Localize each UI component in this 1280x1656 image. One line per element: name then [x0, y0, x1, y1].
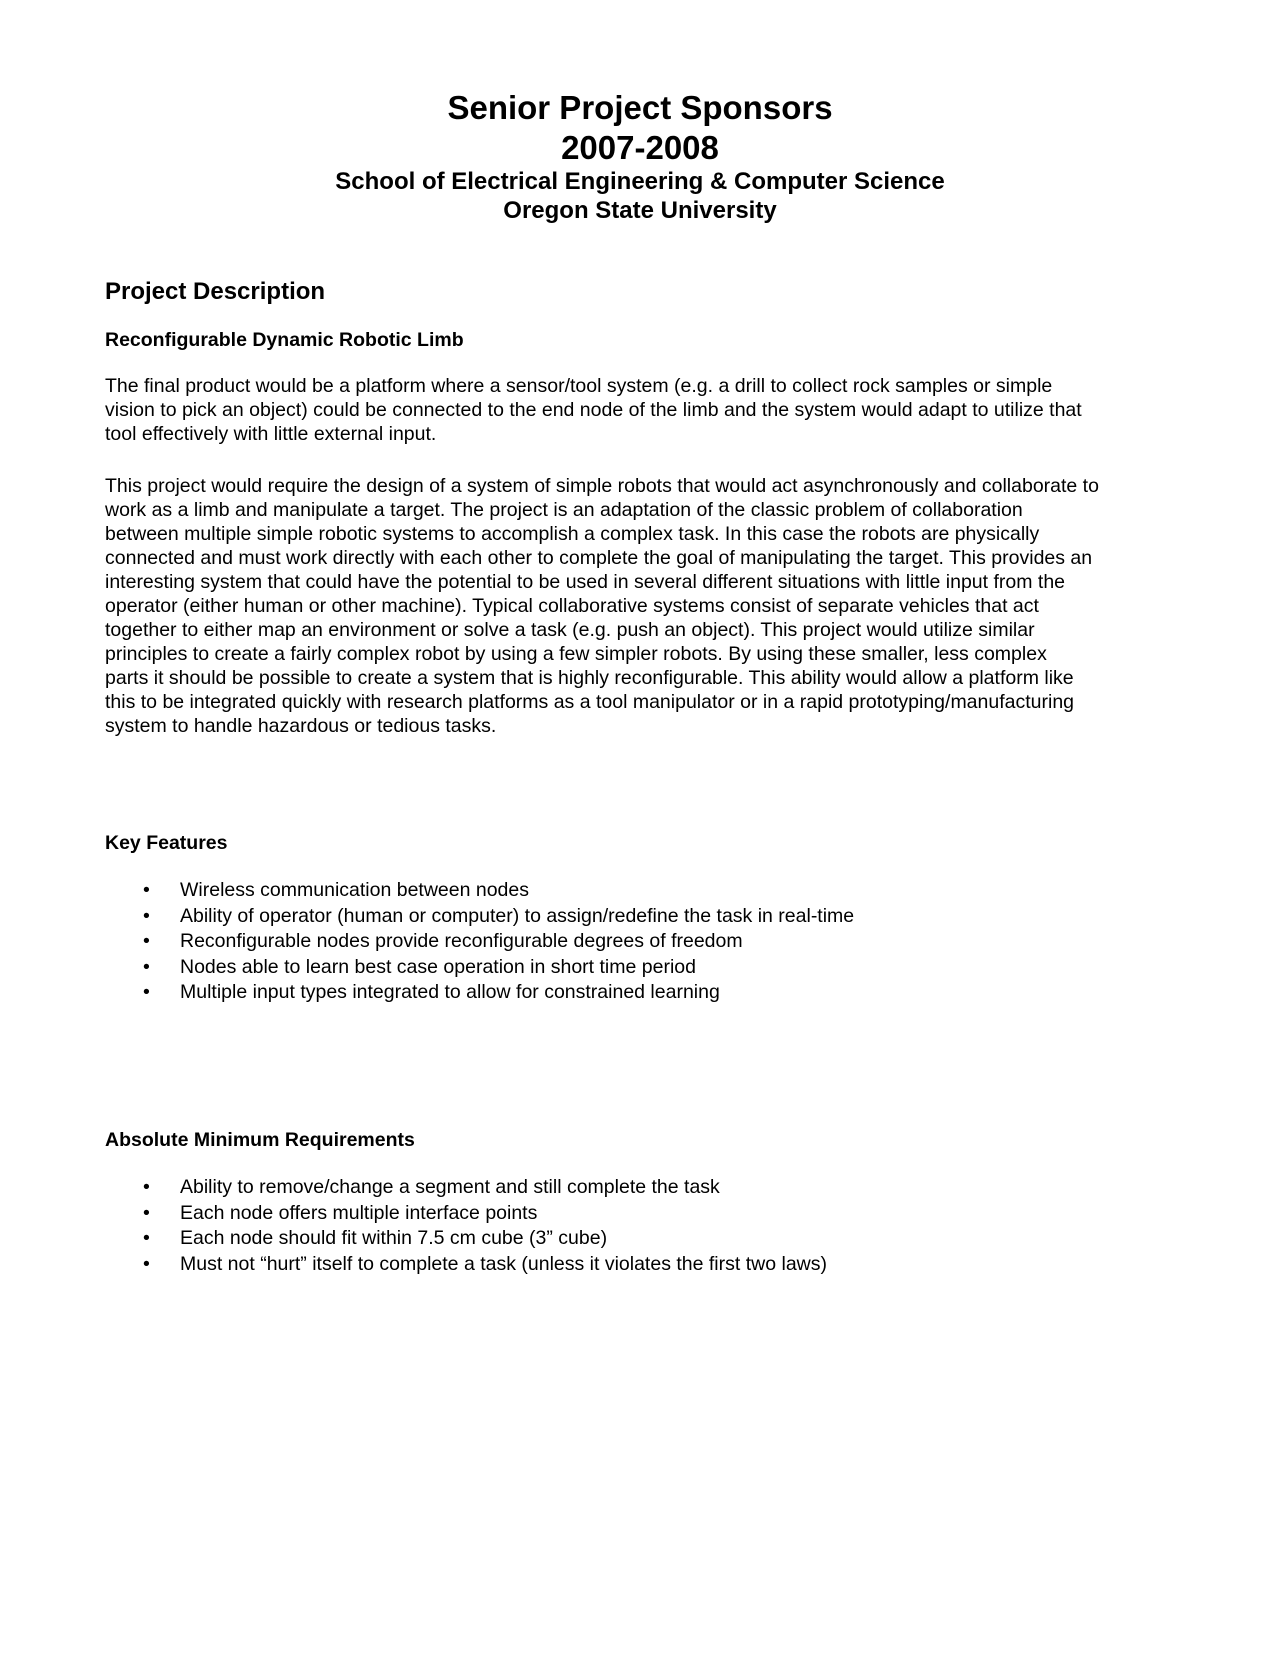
paragraph-line: This project would require the design of a system of simple robots that would act asynchronously and collaborate to	[105, 475, 1099, 497]
list-item-text: Nodes able to learn best case operation in short time period	[180, 955, 696, 978]
bullet-icon: •	[143, 879, 150, 901]
paragraph-line: between multiple simple robotic systems to accomplish a complex task. In this case the robots are physically	[105, 523, 1040, 545]
list-item-text: Ability of operator (human or computer) to assign/redefine the task in real-time	[180, 904, 855, 927]
bullet-icon: •	[143, 1176, 150, 1198]
paragraph-line: together to either map an environment or solve a task (e.g. push an object). This project would utilize similar	[105, 619, 1035, 641]
school-name: School of Electrical Engineering & Computer Science	[335, 168, 945, 195]
university-name: Oregon State University	[503, 197, 777, 224]
list-item	[105, 1226, 827, 1252]
requirements-list	[105, 1175, 827, 1277]
list-item	[105, 1201, 827, 1227]
key-features-list	[105, 878, 854, 1006]
paragraph-line: vision to pick an object) could be connected to the end node of the limb and the system would adapt to utilize that	[105, 399, 1082, 421]
paragraph-line: tool effectively with little external input.	[105, 423, 437, 445]
list-item	[105, 878, 854, 904]
paragraph-line: this to be integrated quickly with research platforms as a tool manipulator or in a rapid prototyping/manufacturing	[105, 691, 1075, 713]
list-item-text: Each node should fit within 7.5 cm cube (3” cube)	[180, 1227, 608, 1249]
paragraph-line: operator (either human or other machine). Typical collaborative systems consist of separate vehicles that act	[105, 595, 1039, 617]
bullet-icon: •	[143, 930, 150, 952]
bullet-icon: •	[143, 1201, 150, 1224]
bullet-icon: •	[143, 1227, 150, 1249]
paragraph-line: work as a limb and manipulate a target. The project is an adaptation of the classic problem of collaboration	[105, 499, 1023, 521]
bullet-icon: •	[143, 1252, 150, 1275]
bullet-icon: •	[143, 981, 150, 1003]
list-item-text: Reconfigurable nodes provide reconfigurable degrees of freedom	[180, 930, 743, 952]
project-description-heading: Project Description	[105, 278, 326, 305]
list-item-text: Each node offers multiple interface points	[180, 1201, 538, 1224]
list-item	[105, 1252, 827, 1278]
list-item-text: Ability to remove/change a segment and still complete the task	[180, 1176, 720, 1198]
academic-year: 2007-2008	[561, 129, 719, 166]
paragraph-line: connected and must work directly with each other to complete the goal of manipulating the target. This provides an	[105, 547, 1093, 569]
paragraph-line: principles to create a fairly complex robot by using a few simpler robots. By using these smaller, less complex	[105, 643, 1047, 665]
paragraph-project-details	[105, 474, 1185, 738]
bullet-icon: •	[143, 955, 150, 978]
list-item	[105, 904, 854, 930]
key-features-heading: Key Features	[105, 832, 228, 854]
paragraph-line: The final product would be a platform where a sensor/tool system (e.g. a drill to collect rock samples or simple	[105, 375, 1053, 397]
list-item	[105, 1175, 827, 1201]
list-item-text: Wireless communication between nodes	[180, 879, 530, 901]
paragraph-line: interesting system that could have the potential to be used in several different situations with little input from the	[105, 571, 1066, 593]
bullet-icon: •	[143, 904, 150, 927]
requirements-heading: Absolute Minimum Requirements	[105, 1129, 415, 1151]
project-title: Reconfigurable Dynamic Robotic Limb	[105, 329, 464, 351]
paragraph-line: system to handle hazardous or tedious tasks.	[105, 715, 497, 737]
list-item-text: Must not “hurt” itself to complete a task (unless it violates the first two laws)	[180, 1252, 827, 1275]
list-item	[105, 929, 854, 955]
list-item	[105, 980, 854, 1006]
list-item	[105, 955, 854, 981]
list-item-text: Multiple input types integrated to allow for constrained learning	[180, 981, 720, 1003]
document-title: Senior Project Sponsors	[447, 89, 833, 126]
paragraph-product-overview	[105, 374, 1185, 446]
paragraph-line: parts it should be possible to create a system that is highly reconfigurable. This ability would allow a platform like	[105, 667, 1074, 689]
